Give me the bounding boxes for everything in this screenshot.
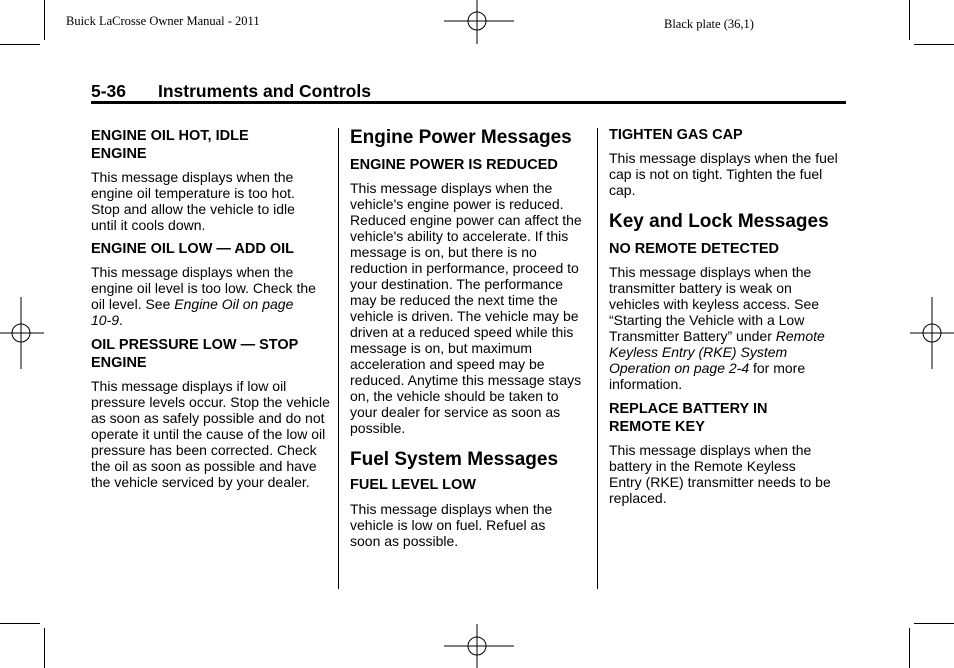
key-lock-title: Key and Lock Messages	[609, 211, 829, 232]
oil-low-heading: ENGINE OIL LOW — ADD OIL	[91, 241, 294, 257]
print-header-title: Buick LaCrosse Owner Manual - 2011	[66, 14, 260, 28]
no-remote-body	[609, 264, 831, 392]
crop-mark	[0, 623, 40, 624]
replace-battery-body: This message displays when the battery in the Remote Keyless Entry (RKE) transmitter needs to be replaced.	[609, 442, 831, 506]
registration-mark-icon	[0, 297, 44, 369]
column-2	[350, 127, 588, 549]
no-remote-reference-link[interactable]: Remote Keyless Entry (RKE) System Operation on page 2‑4	[609, 328, 825, 376]
engine-power-reduced-body: This message displays when the vehicle's engine power is reduced. Reduced engine power can affect the vehicle's ability to accelerate. If this message is on, but there is no reduction in performance, proceed to your destination. The performance may be reduced the next time the vehicle is driven. The vehicle may be driven at a reduced speed while this message is on, but maximum acceleration and speed may be reduced. Anytime this message stays on, the vehicle should be taken to your dealer for service as soon as possible.	[350, 180, 582, 436]
no-remote-heading: NO REMOTE DETECTED	[609, 241, 779, 257]
crop-mark	[44, 628, 45, 668]
crop-mark	[914, 623, 954, 624]
registration-mark-icon	[444, 0, 514, 44]
column-1	[91, 127, 331, 490]
oil-low-body	[91, 264, 316, 328]
gas-cap-body: This message displays when the fuel cap is not on tight. Tighten the fuel cap.	[609, 150, 838, 198]
engine-power-title: Engine Power Messages	[350, 127, 572, 148]
crop-mark	[44, 0, 45, 40]
fuel-level-body: This message displays when the vehicle is low on fuel. Refuel as soon as possible.	[350, 501, 553, 549]
gas-cap-heading: TIGHTEN GAS CAP	[609, 127, 743, 143]
oil-low-end: .	[119, 312, 123, 328]
oil-pressure-heading: OIL PRESSURE LOW — STOP ENGINE	[91, 337, 299, 371]
fuel-system-title: Fuel System Messages	[350, 449, 559, 470]
engine-power-reduced-heading: ENGINE POWER IS REDUCED	[350, 157, 558, 173]
fuel-level-heading: FUEL LEVEL LOW	[350, 477, 476, 493]
column-divider	[338, 128, 339, 589]
no-remote-text: This message displays when the transmitter battery is weak on vehicles with keyless access. See “Starting the Vehicle with a Low Transmitter Battery” under	[609, 264, 820, 344]
registration-mark-icon	[910, 297, 954, 369]
crop-mark	[909, 0, 910, 40]
oil-low-text: This message displays when the engine oil level is too low. Check the oil level. See	[91, 264, 316, 312]
oil-hot-body: This message displays when the engine oil temperature is too hot. Stop and allow the vehicle to idle until it cools down.	[91, 169, 295, 233]
registration-mark-icon	[444, 624, 514, 668]
crop-mark	[0, 44, 40, 45]
oil-pressure-body: This message displays if low oil pressure levels occur. Stop the vehicle as soon as safely possible and do not operate it until the cause of the low oil pressure has been corrected. Check the oil as soon as possible and have the vehicle serviced by your dealer.	[91, 378, 330, 490]
print-header-plate: Black plate (36,1)	[664, 17, 754, 31]
oil-low-reference-link[interactable]: Engine Oil on page 10‑9	[91, 296, 294, 328]
section-title: Instruments and Controls	[158, 81, 371, 101]
header-rule	[91, 101, 846, 104]
crop-mark	[914, 44, 954, 45]
column-3	[609, 126, 846, 506]
running-head	[91, 81, 371, 102]
oil-hot-heading: ENGINE OIL HOT, IDLE ENGINE	[91, 128, 249, 162]
crop-mark	[909, 628, 910, 668]
page-number: 5-36	[91, 81, 127, 101]
replace-battery-heading: REPLACE BATTERY IN REMOTE KEY	[609, 401, 768, 435]
no-remote-end: for more information.	[609, 360, 806, 392]
column-divider	[597, 128, 598, 589]
